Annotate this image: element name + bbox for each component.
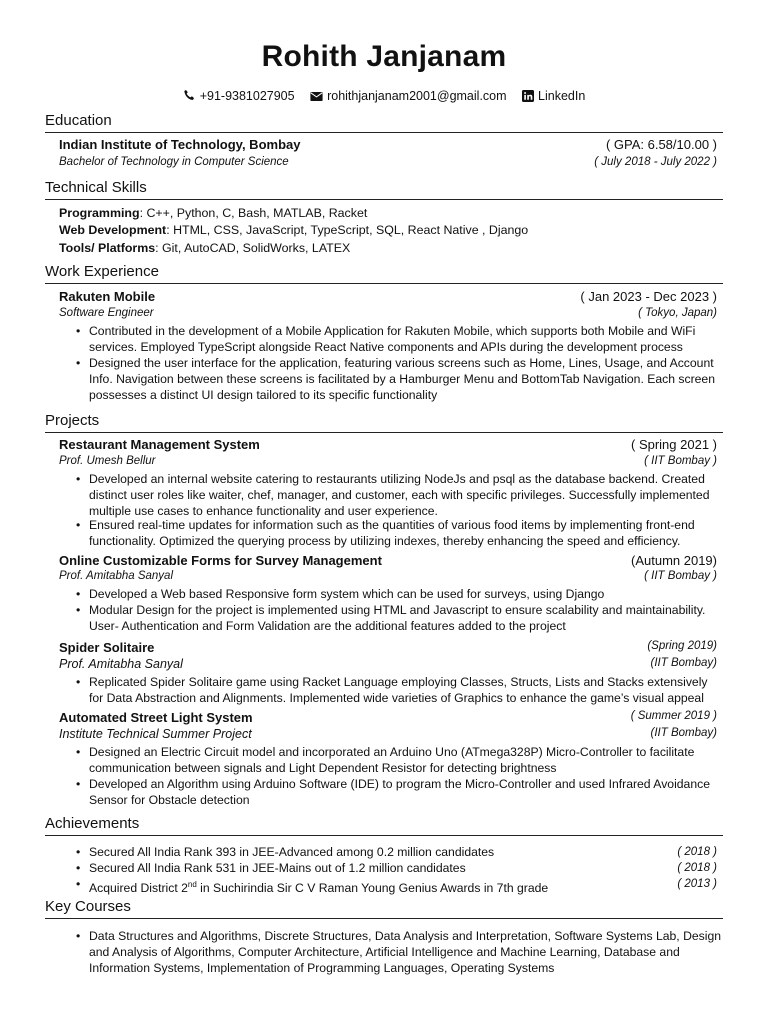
project-dates: ( Spring 2021 ) — [631, 437, 717, 452]
gpa: ( GPA: 6.58/10.00 ) — [605, 137, 717, 152]
skill-label: Programming — [59, 206, 140, 220]
project-entry — [59, 640, 717, 656]
project-dates: (Spring 2019) — [647, 640, 717, 652]
section-heading-courses: Key Courses — [45, 898, 723, 919]
list-item — [76, 587, 721, 603]
achievement-year: ( 2018 ) — [677, 846, 717, 858]
section-heading-projects: Projects — [45, 412, 723, 433]
project-guide: Institute Technical Summer Project — [59, 727, 252, 741]
linkedin-contact[interactable] — [522, 89, 585, 103]
project-place: (IIT Bombay) — [650, 727, 717, 739]
project-details — [59, 657, 717, 673]
linkedin-link: LinkedIn — [538, 88, 586, 103]
list-item — [76, 472, 721, 519]
project-details — [59, 455, 717, 471]
section-heading-achievements: Achievements — [45, 815, 723, 836]
envelope-icon — [310, 91, 323, 102]
skill-value: : HTML, CSS, JavaScript, TypeScript, SQL, React Native , Django — [166, 223, 529, 237]
phone-icon — [183, 89, 196, 102]
phone-contact[interactable] — [183, 89, 295, 103]
project-bullet-text: Developed a Web based Responsive form system which can be used for surveys, using Django — [89, 587, 605, 601]
email-contact[interactable] — [310, 89, 506, 103]
bullet: • — [76, 861, 81, 875]
bullet: • — [76, 587, 81, 601]
work-entry — [59, 289, 717, 305]
work-dates: ( Jan 2023 - Dec 2023 ) — [580, 289, 717, 304]
project-entry — [59, 437, 717, 453]
project-entry — [59, 710, 717, 726]
work-details — [59, 307, 717, 323]
skill-label: Web Development — [59, 223, 167, 237]
work-bullet-text: Contributed in the development of a Mobile Application for Rakuten Mobile, which supports both Mobile and WiFi services. Employed TypeScript alongside React Native components and APIs during the development process — [89, 324, 696, 354]
achievement-year: ( 2018 ) — [677, 862, 717, 874]
ordinal-suffix: nd — [187, 880, 197, 889]
achievement-year: ( 2013 ) — [677, 878, 717, 890]
achievement-text: Acquired District 2 — [89, 881, 188, 896]
education-dates: ( July 2018 - July 2022 ) — [594, 156, 717, 168]
project-guide: Prof. Umesh Bellur — [59, 455, 156, 467]
candidate-name: Rohith Janjanam — [261, 40, 507, 73]
degree: Bachelor of Technology in Computer Science — [59, 156, 289, 168]
list-item — [76, 777, 721, 809]
bullet: • — [76, 675, 81, 689]
project-bullet-text: Designed an Electric Circuit model and incorporated an Arduino Uno (ATmega328P) Micro-Controller to facilitate communication between signals and Light Dependent Resistor for detecting brightness — [89, 745, 695, 775]
project-bullet-text: Modular Design for the project is implemented using HTML and Javascript to ensure scalability and maintainability. User- Authentication and Form Validation are the additional features added to the project — [89, 603, 706, 633]
project-bullet-text: Developed an Algorithm using Arduino Software (IDE) to program the Micro-Controller and used Infrared Avoidance Sensor for Obstacle detection — [89, 777, 710, 807]
project-guide: Prof. Amitabha Sanyal — [59, 570, 173, 582]
skill-line — [59, 206, 719, 220]
job-role: Software Engineer — [59, 307, 154, 319]
education-details — [59, 156, 717, 172]
achievement-text: Secured All India Rank 393 in JEE-Advanced among 0.2 million candidates — [89, 845, 495, 859]
bullet: • — [76, 518, 81, 532]
project-details — [59, 570, 717, 586]
list-item — [76, 861, 721, 877]
section-heading-skills: Technical Skills — [45, 179, 723, 200]
bullet: • — [76, 845, 81, 859]
project-entry — [59, 553, 717, 569]
bullet: • — [76, 356, 81, 370]
list-item — [76, 877, 721, 897]
achievement-text: Secured All India Rank 531 in JEE-Mains out of 1.2 million candidates — [89, 861, 466, 875]
project-place: (IIT Bombay) — [650, 657, 717, 669]
project-details — [59, 727, 717, 743]
skill-value: : C++, Python, C, Bash, MATLAB, Racket — [139, 206, 368, 220]
work-bullet-text: Designed the user interface for the application, featuring various screens such as Home, Lines, Usage, and Account Info. Navigation between these screens is facilitated by a Hamburger Menu and BottomTab Navigation. Each screen possesses a distinct UI design tailored to its specific functionality — [89, 356, 715, 402]
linkedin-icon — [522, 90, 534, 102]
project-bullet-text: Ensured real-time updates for information such as the quantities of various food items by implementing front-end functionality. Optimized the querying process by utilizing indexes, thereby enhancing the speed and efficiency. — [89, 518, 695, 548]
project-title: Restaurant Management System — [59, 437, 260, 452]
project-title: Spider Solitaire — [59, 640, 155, 655]
skill-line — [59, 241, 719, 255]
list-item — [76, 745, 721, 777]
project-title: Automated Street Light System — [59, 710, 253, 725]
section-heading-education: Education — [45, 112, 723, 133]
skill-label: Tools/ Platforms — [59, 241, 156, 255]
bullet: • — [76, 324, 81, 338]
project-place: ( IIT Bombay ) — [644, 455, 717, 467]
bullet: • — [76, 877, 81, 891]
project-dates: ( Summer 2019 ) — [630, 710, 717, 722]
email-address: rohithjanjanam2001@gmail.com — [327, 88, 507, 103]
bullet: • — [76, 472, 81, 486]
project-guide: Prof. Amitabha Sanyal — [59, 657, 183, 671]
bullet: • — [76, 745, 81, 759]
project-bullet-text: Developed an internal website catering to restaurants utilizing NodeJs and psql as the database backend. Created distinct user roles like waiter, chef, manager, and customer, each with specific privileges. Successfully implemented multiple use cases to enhance functionality and user experience. — [89, 472, 710, 518]
list-item — [76, 675, 721, 707]
project-title: Online Customizable Forms for Survey Management — [59, 553, 382, 568]
company-name: Rakuten Mobile — [59, 289, 156, 304]
achievement-text-rest: in Suchirindia Sir C V Raman Young Genius Awards in 7th grade — [196, 881, 549, 896]
bullet: • — [76, 603, 81, 617]
bullet: • — [76, 929, 81, 943]
list-item — [76, 324, 721, 356]
list-item — [76, 603, 721, 635]
skill-value: : Git, AutoCAD, SolidWorks, LATEX — [155, 241, 351, 255]
courses-text: Data Structures and Algorithms, Discrete Structures, Data Analysis and Interpretation, Software Systems Lab, Design and Analysis of Algorithms, Computer Architecture, Artificial Intelligence and Machine Learning, Database and Information Systems, Implementation of Programming Languages, Operating Systems — [89, 929, 722, 975]
project-place: ( IIT Bombay ) — [644, 570, 717, 582]
education-entry — [59, 137, 717, 153]
project-bullet-text: Replicated Spider Solitaire game using Racket Language employing Classes, Structs, Lists and Stacks extensively for Data Abstraction and Alignments. Implemented wide varieties of Graphics to enhance the game’s visual appeal — [89, 675, 708, 705]
contact-bar — [0, 88, 768, 103]
list-item — [76, 929, 722, 976]
list-item — [76, 356, 721, 403]
school-name: Indian Institute of Technology, Bombay — [59, 137, 301, 152]
skill-line — [59, 223, 719, 237]
list-item — [76, 518, 721, 550]
list-item — [76, 845, 721, 861]
work-location: ( Tokyo, Japan) — [638, 307, 717, 319]
phone-number: +91-9381027905 — [199, 88, 295, 103]
project-dates: (Autumn 2019) — [631, 553, 717, 568]
bullet: • — [76, 777, 81, 791]
section-heading-work: Work Experience — [45, 263, 723, 284]
